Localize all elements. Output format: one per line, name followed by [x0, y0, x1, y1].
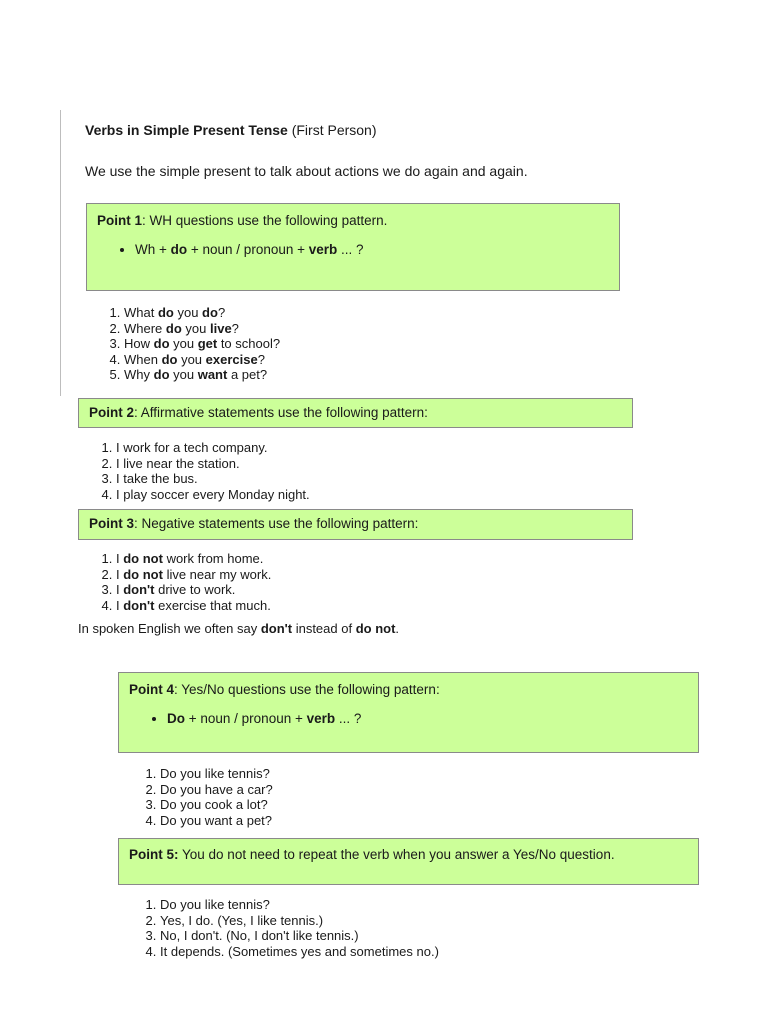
- intro-text: We use the simple present to talk about actions we do again and again.: [85, 163, 528, 179]
- point5-text: You do not need to repeat the verb when you answer a Yes/No question.: [178, 847, 615, 862]
- text-run: ?: [231, 320, 239, 336]
- text-run: live near my work.: [162, 566, 272, 582]
- bold-text: don't: [123, 582, 155, 597]
- text-run: I: [116, 597, 124, 613]
- list-item: [124, 321, 280, 337]
- bold-text: don't: [260, 621, 293, 636]
- text-run: When: [124, 351, 162, 367]
- point1-box: [86, 203, 620, 291]
- point1-pattern: [135, 242, 609, 257]
- text-run: + noun / pronoun +: [185, 711, 307, 726]
- list-item: [160, 813, 273, 829]
- list-item: [160, 928, 439, 944]
- text-run: It depends. (Sometimes yes and sometimes no.): [160, 943, 439, 959]
- text-run: Where: [124, 320, 166, 336]
- text-run: work from home.: [162, 551, 264, 566]
- list-item: [116, 567, 271, 583]
- point4-text: : Yes/No questions use the following pattern:: [174, 682, 440, 697]
- point4-box: [118, 672, 699, 753]
- text-run: + noun / pronoun +: [187, 242, 309, 257]
- spoken-english-note: [78, 621, 399, 636]
- list-item: [124, 367, 280, 383]
- text-run: I live near the station.: [116, 455, 240, 471]
- list-item: [116, 440, 310, 456]
- list-item: [160, 797, 273, 813]
- bold-text: Do: [167, 711, 185, 726]
- text-run: you: [177, 351, 206, 367]
- text-run: No, I don't. (No, I don't like tennis.): [160, 928, 359, 943]
- text-run: instead of: [292, 621, 356, 636]
- bold-text: do not: [355, 621, 396, 636]
- point1-text: : WH questions use the following pattern.: [142, 213, 388, 228]
- bold-text: do: [165, 320, 182, 336]
- list-item: [160, 913, 439, 929]
- list-item: [124, 305, 280, 321]
- text-run: you: [173, 305, 203, 320]
- list-item: [160, 944, 439, 960]
- bold-text: do: [153, 367, 170, 382]
- point4-label: Point 4: [129, 682, 175, 697]
- point5-box: [118, 838, 699, 885]
- text-run: you: [169, 367, 198, 382]
- text-run: What: [124, 305, 158, 320]
- point3-text: : Negative statements use the following pattern:: [134, 516, 419, 531]
- text-run: Do you like tennis?: [160, 766, 270, 781]
- text-run: to school?: [217, 336, 281, 351]
- point5-label: Point 5:: [129, 847, 179, 862]
- bold-text: do not: [123, 551, 163, 566]
- list-item: [116, 551, 271, 567]
- point1-examples: [78, 305, 280, 383]
- list-item: [116, 471, 310, 487]
- point2-text: : Affirmative statements use the following pattern:: [134, 405, 428, 420]
- text-run: Why: [124, 367, 154, 382]
- bold-text: do: [170, 242, 188, 257]
- text-run: drive to work.: [154, 582, 236, 597]
- list-item: [160, 782, 273, 798]
- list-item: [116, 487, 310, 503]
- text-run: Do you like tennis?: [160, 897, 270, 912]
- point2-examples: [70, 440, 310, 502]
- point4-pattern: [167, 711, 688, 726]
- bold-text: live: [209, 320, 232, 336]
- bold-text: verb: [308, 242, 338, 257]
- text-run: I take the bus.: [116, 471, 198, 486]
- list-item: [116, 456, 310, 472]
- bold-text: do: [202, 305, 218, 320]
- bold-text: want: [197, 367, 228, 382]
- text-run: a pet?: [227, 367, 268, 382]
- point2-box: [78, 398, 633, 428]
- bold-text: do: [153, 336, 170, 351]
- bold-text: do: [161, 351, 178, 367]
- list-item: [124, 336, 280, 352]
- text-run: Do you cook a lot?: [160, 797, 268, 812]
- bold-text: do: [157, 305, 174, 320]
- list-item: [124, 352, 280, 368]
- list-item: [160, 766, 273, 782]
- point3-box: [78, 509, 633, 540]
- page-title: [85, 122, 377, 138]
- bold-text: verb: [306, 711, 336, 726]
- text-run: I play soccer every Monday night.: [116, 486, 310, 502]
- text-run: .: [395, 621, 400, 636]
- text-run: ?: [217, 305, 226, 320]
- text-run: you: [169, 336, 198, 351]
- point3-examples: [70, 551, 271, 613]
- text-run: Wh +: [135, 242, 171, 257]
- text-run: ... ?: [337, 242, 364, 257]
- text-run: I: [116, 551, 124, 566]
- text-run: I: [116, 582, 124, 597]
- bold-text: get: [197, 336, 218, 351]
- text-run: Yes, I do. (Yes, I like tennis.): [160, 912, 324, 928]
- text-run: How: [124, 336, 154, 351]
- title-rest: (First Person): [287, 122, 377, 138]
- point1-label: Point 1: [97, 213, 143, 228]
- point4-examples: [114, 766, 273, 828]
- list-item: [116, 598, 271, 614]
- bold-text: do not: [123, 566, 163, 582]
- text-run: you: [181, 320, 210, 336]
- point2-label: Point 2: [89, 405, 135, 420]
- list-item: [116, 582, 271, 598]
- bold-text: don't: [123, 597, 155, 613]
- point3-label: Point 3: [89, 516, 135, 531]
- text-run: Do you have a car?: [160, 781, 273, 797]
- left-margin-rule: [60, 110, 61, 396]
- point5-examples: [114, 897, 439, 959]
- text-run: exercise that much.: [154, 597, 271, 613]
- text-run: ... ?: [335, 711, 362, 726]
- title-bold: Verbs in Simple Present Tense: [85, 122, 288, 138]
- text-run: I: [116, 566, 124, 582]
- bold-text: exercise: [205, 351, 258, 367]
- point1-pattern-list: [97, 242, 609, 257]
- point4-pattern-list: [129, 711, 688, 726]
- text-run: ?: [257, 351, 265, 367]
- text-run: In spoken English we often say: [78, 621, 261, 636]
- text-run: Do you want a pet?: [160, 812, 273, 828]
- list-item: [160, 897, 439, 913]
- text-run: I work for a tech company.: [116, 440, 268, 455]
